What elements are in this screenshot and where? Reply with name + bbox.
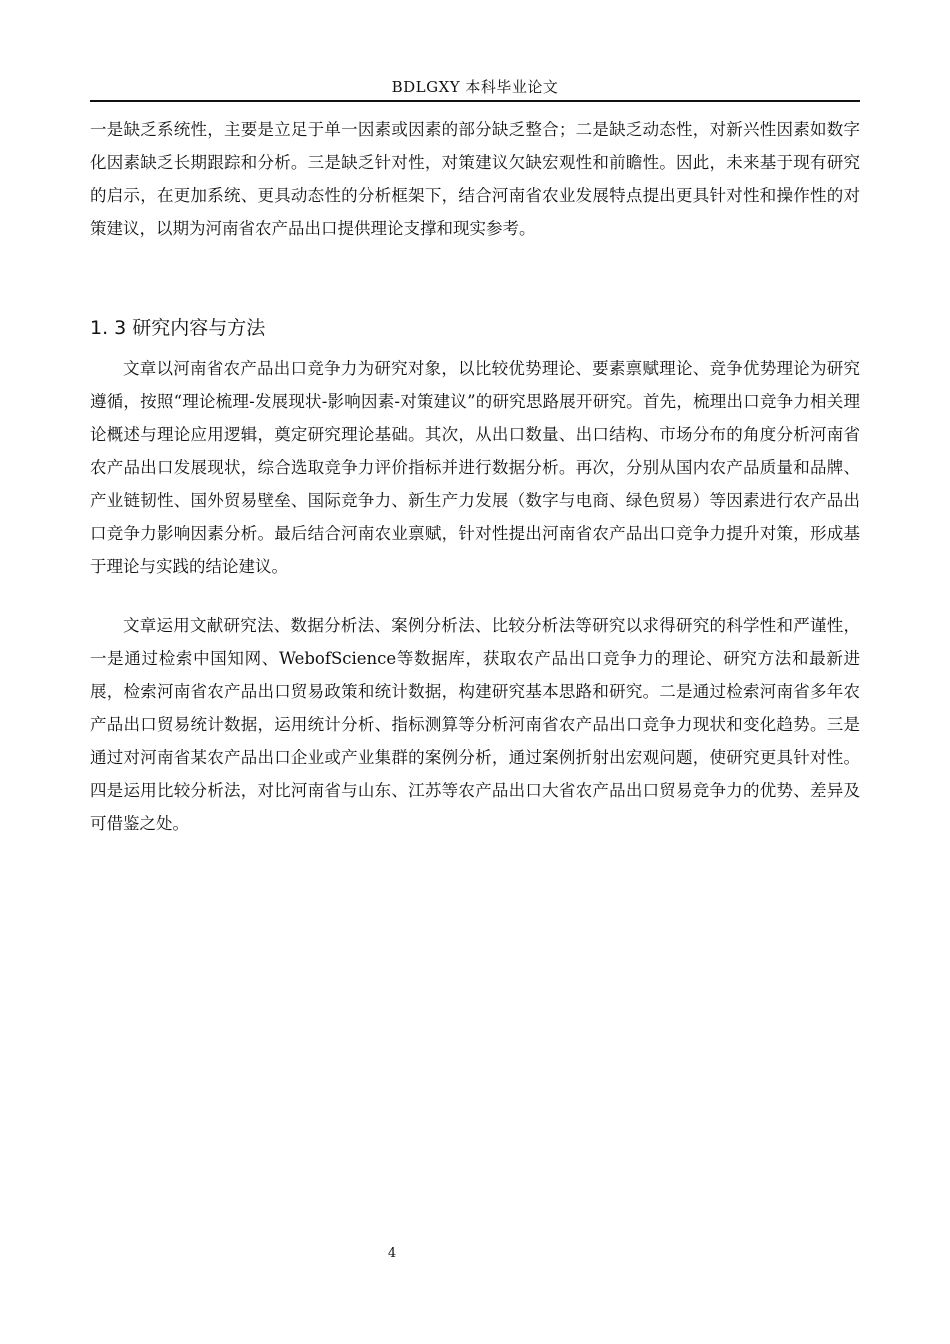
running-header: BDLGXY 本科毕业论文 [391, 78, 559, 96]
page-number: 4 [387, 1246, 397, 1261]
paragraph-intro: 一是缺乏系统性，主要是立足于单一因素或因素的部分缺乏整合；二是缺乏动态性，对新兴性因素如数字化因素缺乏长期跟踪和分析。三是缺乏针对性，对策建议欠缺宏观性和前瞻性。因此，未来基于现有研究的启示，在更加系统、更具动态性的分析框架下，结合河南省农业发展特点提出更具针对性和操作性的对策建议，以期为河南省农产品出口提供理论支撑和现实参考。 [90, 120, 860, 238]
section-heading: 1. 3 研究内容与方法 [90, 317, 266, 339]
header-rule [90, 100, 860, 102]
paragraph-research-methods: 文章运用文献研究法、数据分析法、案例分析法、比较分析法等研究以求得研究的科学性和严谨性，一是通过检索中国知网、WebofScience等数据库，获取农产品出口竞争力的理论、研究方法和最新进展，检索河南省农产品出口贸易政策和统计数据，构建研究基本思路和研究。二是通过检索河南省多年农产品出口贸易统计数据，运用统计分析、指标测算等分析河南省农产品出口竞争力现状和变化趋势。三是通过对河南省某农产品出口企业或产业集群的案例分析，通过案例折射出宏观问题，使研究更具针对性。四是运用比较分析法，对比河南省与山东、江苏等农产品出口大省农产品出口贸易竞争力的优势、差异及可借鉴之处。 [90, 616, 860, 833]
paragraph-research-content: 文章以河南省农产品出口竞争力为研究对象，以比较优势理论、要素禀赋理论、竞争优势理论为研究遵循，按照“理论梳理-发展现状-影响因素-对策建议”的研究思路展开研究。首先，梳理出口竞争力相关理论概述与理论应用逻辑，奠定研究理论基础。其次，从出口数量、出口结构、市场分布的角度分析河南省农产品出口发展现状，综合选取竞争力评价指标并进行数据分析。再次，分别从国内农产品质量和品牌、产业链韧性、国外贸易壁垒、国际竞争力、新生产力发展（数字与电商、绿色贸易）等因素进行农产品出口竞争力影响因素分析。最后结合河南农业禀赋，针对性提出河南省农产品出口竞争力提升对策，形成基于理论与实践的结论建议。 [90, 359, 860, 576]
